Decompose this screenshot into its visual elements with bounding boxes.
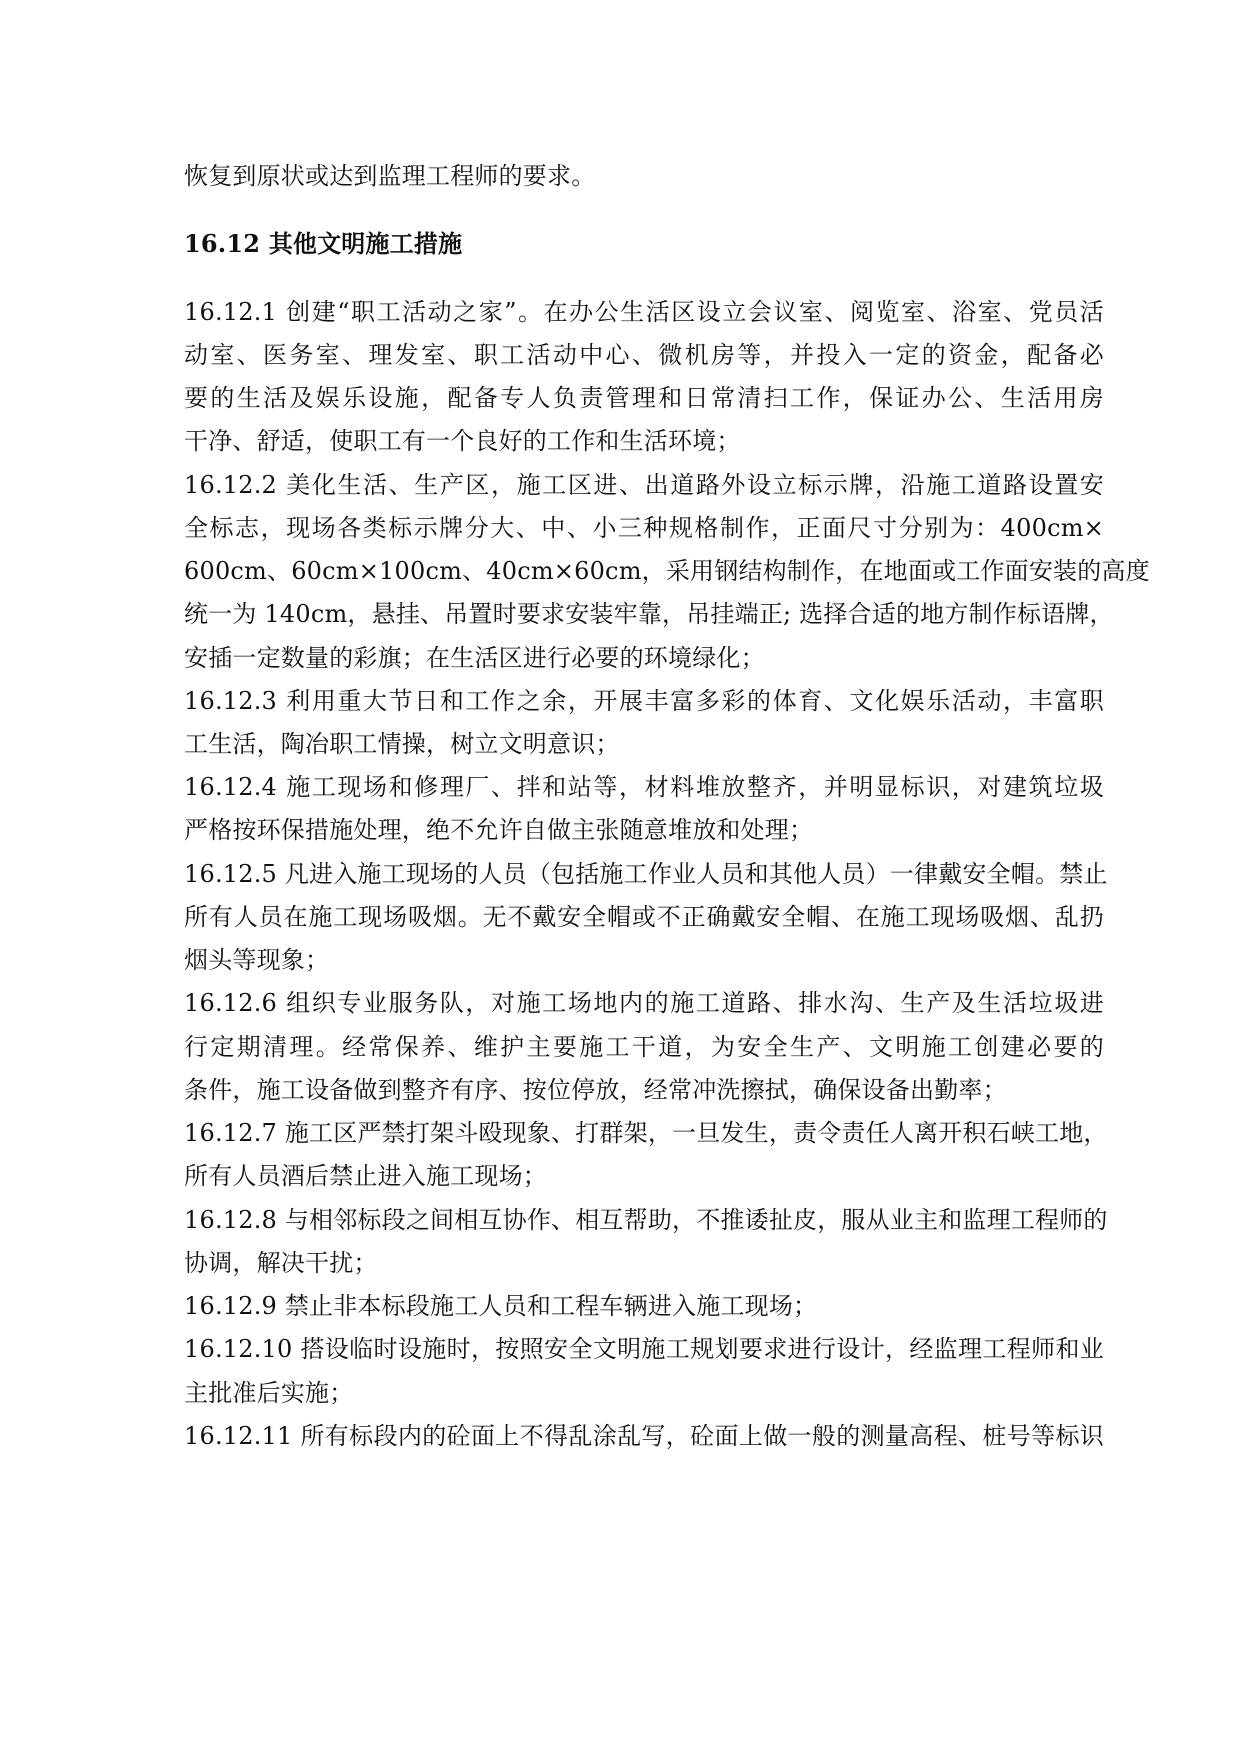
body-line: 16.12.5 凡进入施工现场的人员（包括施工作业人员和其他人员）一律戴安全帽。禁止 (184, 860, 1108, 888)
body-line: 安插一定数量的彩旗；在生活区进行必要的环境绿化； (184, 644, 765, 672)
body-line: 16.12.8 与相邻标段之间相互协作、相互帮助，不推诿扯皮，服从业主和监理工程师的 (184, 1206, 1108, 1234)
body-line: 16.12.1 创建“职工活动之家”。在办公生活区设立会议室、阅览室、浴室、党员活 (184, 298, 1104, 326)
body-line: 协调，解决干扰； (184, 1249, 378, 1277)
body-line: 600cm、60cm×100cm、40cm×60cm，采用钢结构制作，在地面或工作面安装的高度 (184, 557, 1150, 585)
body-line: 行定期清理。经常保养、维护主要施工干道，为安全生产、文明施工创建必要的 (184, 1033, 1104, 1061)
body-line: 所有人员在施工现场吸烟。无不戴安全帽或不正确戴安全帽、在施工现场吸烟、乱扔 (184, 903, 1104, 931)
body-line: 16.12.6 组织专业服务队，对施工场地内的施工道路、排水沟、生产及生活垃圾进 (184, 989, 1104, 1017)
body-line: 全标志，现场各类标示牌分大、中、小三种规格制作，正面尺寸分别为：400cm× (184, 514, 1104, 542)
body-line: 16.12.10 搭设临时设施时，按照安全文明施工规划要求进行设计，经监理工程师和业 (184, 1335, 1104, 1363)
body-line: 16.12.9 禁止非本标段施工人员和工程车辆进入施工现场； (184, 1292, 818, 1320)
body-line: 主批准后实施； (184, 1379, 354, 1407)
body-line: 16.12.4 施工现场和修理厂、拌和站等，材料堆放整齐，并明显标识，对建筑垃圾 (184, 773, 1104, 801)
body-line: 工生活，陶冶职工情操，树立文明意识； (184, 730, 620, 758)
body-line: 条件，施工设备做到整齐有序、按位停放，经常冲洗擦拭，确保设备出勤率； (184, 1076, 1007, 1104)
body-line: 16.12.7 施工区严禁打架斗殴现象、打群架，一旦发生，责令责任人离开积石峡工地， (184, 1119, 1108, 1147)
body-line: 严格按环保措施处理，绝不允许自做主张随意堆放和处理； (184, 816, 814, 844)
body-line: 所有人员酒后禁止进入施工现场； (184, 1162, 547, 1190)
body-line: 动室、医务室、理发室、职工活动中心、微机房等，并投入一定的资金，配备必 (184, 341, 1104, 369)
section-heading: 16.12 其他文明施工措施 (184, 229, 463, 258)
body-line: 烟头等现象； (184, 946, 330, 974)
body-line: 16.12.2 美化生活、生产区，施工区进、出道路外设立标示牌，沿施工道路设置安 (184, 471, 1104, 499)
body-line: 统一为 140cm，悬挂、吊置时要求安装牢靠，吊挂端正; 选择合适的地方制作标语牌， (184, 600, 1114, 628)
body-line: 干净、舒适，使职工有一个良好的工作和生活环境； (184, 427, 741, 455)
body-line: 要的生活及娱乐设施，配备专人负责管理和日常清扫工作，保证办公、生活用房 (184, 384, 1104, 412)
body-line: 16.12.3 利用重大节日和工作之余，开展丰富多彩的体育、文化娱乐活动，丰富职 (184, 687, 1104, 715)
intro-line: 恢复到原状或达到监理工程师的要求。 (184, 162, 596, 190)
body-line: 16.12.11 所有标段内的砼面上不得乱涂乱写，砼面上做一般的测量高程、桩号等标识 (184, 1422, 1104, 1450)
